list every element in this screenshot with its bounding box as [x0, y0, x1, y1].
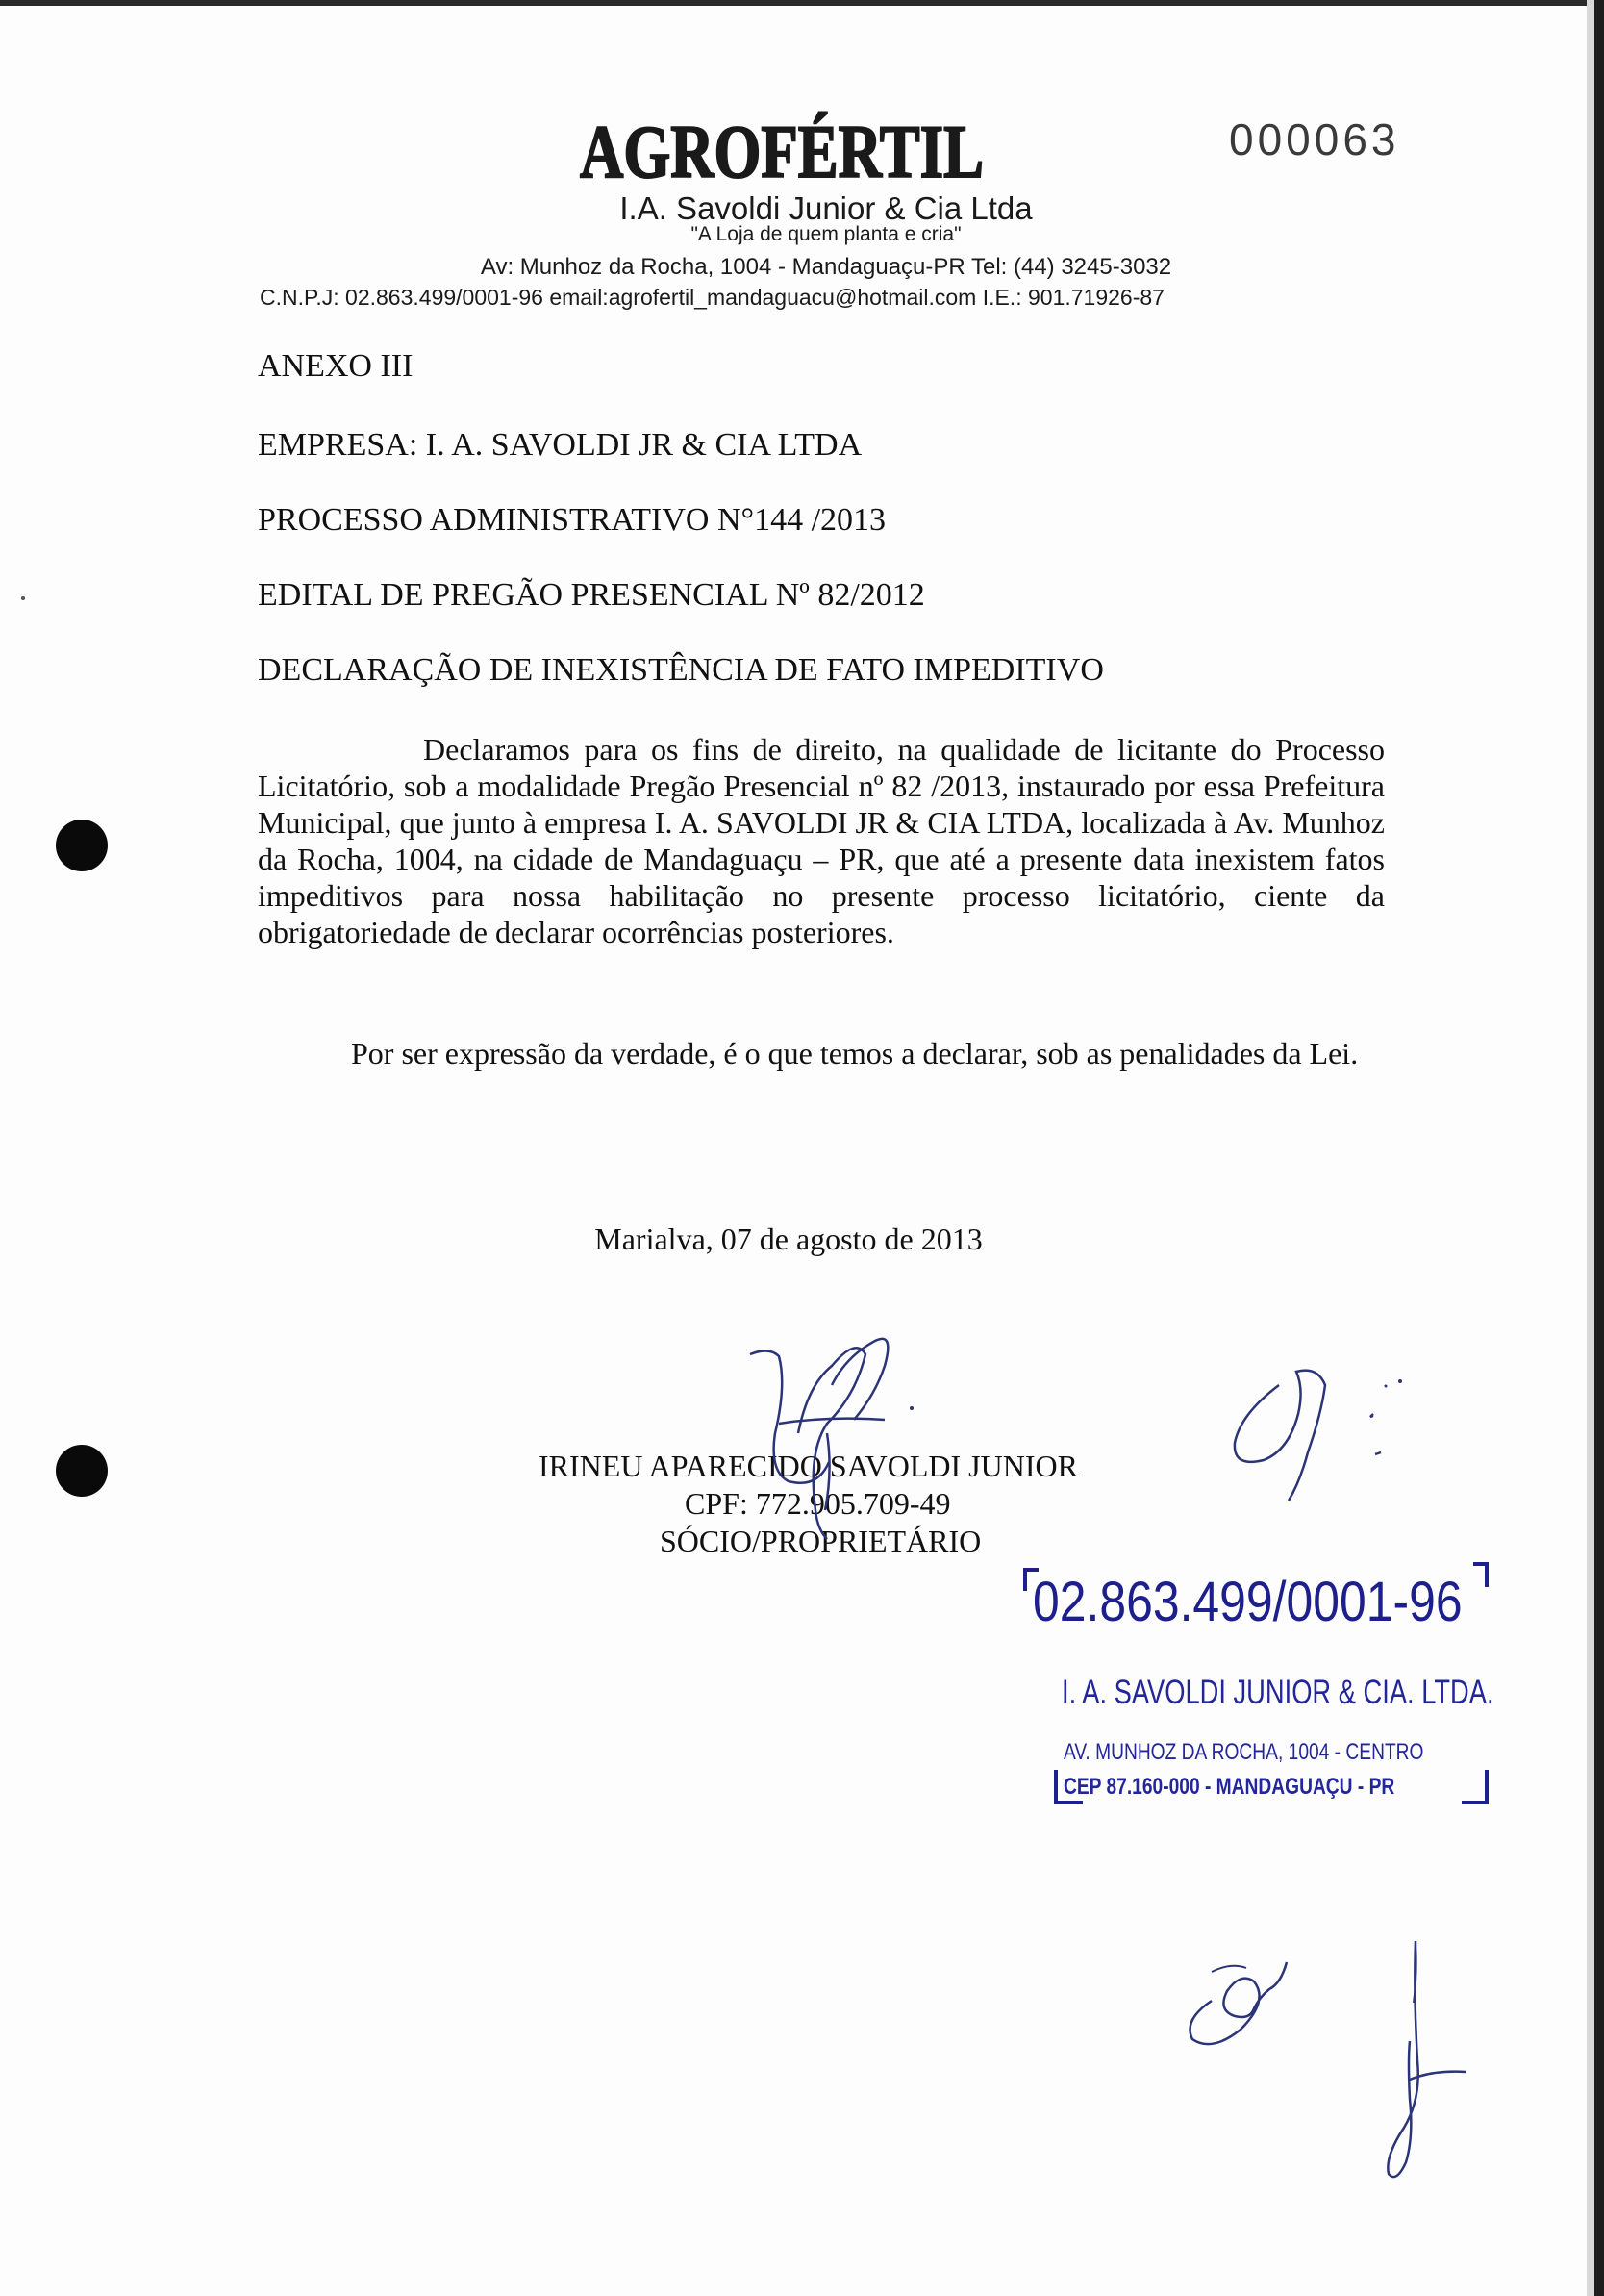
letterhead-company: I.A. Savoldi Junior & Cia Ltda	[619, 190, 1033, 226]
initials-mark	[1221, 1347, 1414, 1510]
stamp-bracket-top-right-h	[1473, 1562, 1489, 1566]
agrofertil-logo	[575, 110, 989, 193]
company-stamp	[1017, 1556, 1498, 1816]
logo-text: AGROFÉRTIL	[580, 110, 984, 193]
annex-heading: ANEXO III	[258, 348, 414, 384]
place-date: Marialva, 07 de agosto de 2013	[594, 1222, 983, 1256]
letterhead-address: Av: Munhoz da Rocha, 1004 - Mandaguaçu-PR Tel: (44) 3245-3032	[480, 254, 1172, 280]
edital-line: EDITAL DE PREGÃO PRESENCIAL Nº 82/2012	[258, 577, 925, 613]
stamp-cnpj: 02.863.499/0001-96	[1033, 1571, 1463, 1633]
signatory-role: SÓCIO/PROPRIETÁRIO	[660, 1524, 982, 1558]
declaration-body-text: Declaramos para os fins de direito, na qualidade de licitante do Processo Licitatório, sob a modalidade Pregão Presencial nº 82 /2013, instaurado por essa Prefeitura Municipal, que junto à empresa I. A. SAVOLDI JR & CIA LTDA, localizada à Av. Munhoz da Rocha, 1004, na cidade de Mandaguaçu – PR, que até a presente data inexistem fatos impeditivos para nossa habilitação no presente processo licitatório, ciente da obrigatoriedade de declarar ocorrências posteriores.	[258, 732, 1385, 949]
empresa-line: EMPRESA: I. A. SAVOLDI JR & CIA LTDA	[258, 427, 863, 463]
closing-paragraph	[258, 1035, 1364, 1072]
stamp-bracket-bottom-right-h	[1462, 1801, 1489, 1804]
signatory-signature	[740, 1327, 933, 1549]
stamp-address-line2: CEP 87.160-000 - MANDAGUAÇU - PR	[1064, 1774, 1395, 1800]
declaration-title: DECLARAÇÃO DE INEXISTÊNCIA DE FATO IMPEDITIVO	[258, 652, 1104, 688]
stamp-bracket-bottom-left-h	[1054, 1801, 1083, 1804]
stamp-company: I. A. SAVOLDI JUNIOR & CIA. LTDA.	[1062, 1674, 1494, 1711]
scan-speck	[21, 596, 25, 600]
scan-edge-top	[0, 0, 1604, 6]
letterhead-slogan: "A Loja de quem planta e cria"	[690, 223, 962, 245]
rubric-signature-right	[1346, 1935, 1481, 2185]
declaration-body	[258, 731, 1385, 950]
stamp-bracket-bottom-right	[1485, 1770, 1489, 1804]
signatory-name: IRINEU APARECIDO SAVOLDI JUNIOR	[539, 1449, 1078, 1483]
punch-hole-upper	[56, 820, 108, 871]
rubric-initials-left	[1173, 1943, 1298, 2058]
stamp-address-line1: AV. MUNHOZ DA ROCHA, 1004 - CENTRO	[1064, 1739, 1424, 1765]
scan-edge-right	[1594, 0, 1604, 2296]
processo-line: PROCESSO ADMINISTRATIVO N°144 /2013	[258, 502, 887, 538]
signatory-cpf: CPF: 772.905.709-49	[685, 1486, 951, 1521]
letterhead-ids: C.N.P.J: 02.863.499/0001-96 email:agrofertil_mandaguacu@hotmail.com I.E.: 901.71926-87	[260, 285, 1165, 310]
closing-text: Por ser expressão da verdade, é o que temos a declarar, sob as penalidades da Lei.	[351, 1036, 1359, 1071]
scan-edge-shadow	[1587, 0, 1594, 2296]
punch-hole-lower	[56, 1445, 108, 1497]
stamp-bracket-bottom-left	[1054, 1770, 1058, 1804]
page-number: 000063	[1229, 114, 1400, 164]
